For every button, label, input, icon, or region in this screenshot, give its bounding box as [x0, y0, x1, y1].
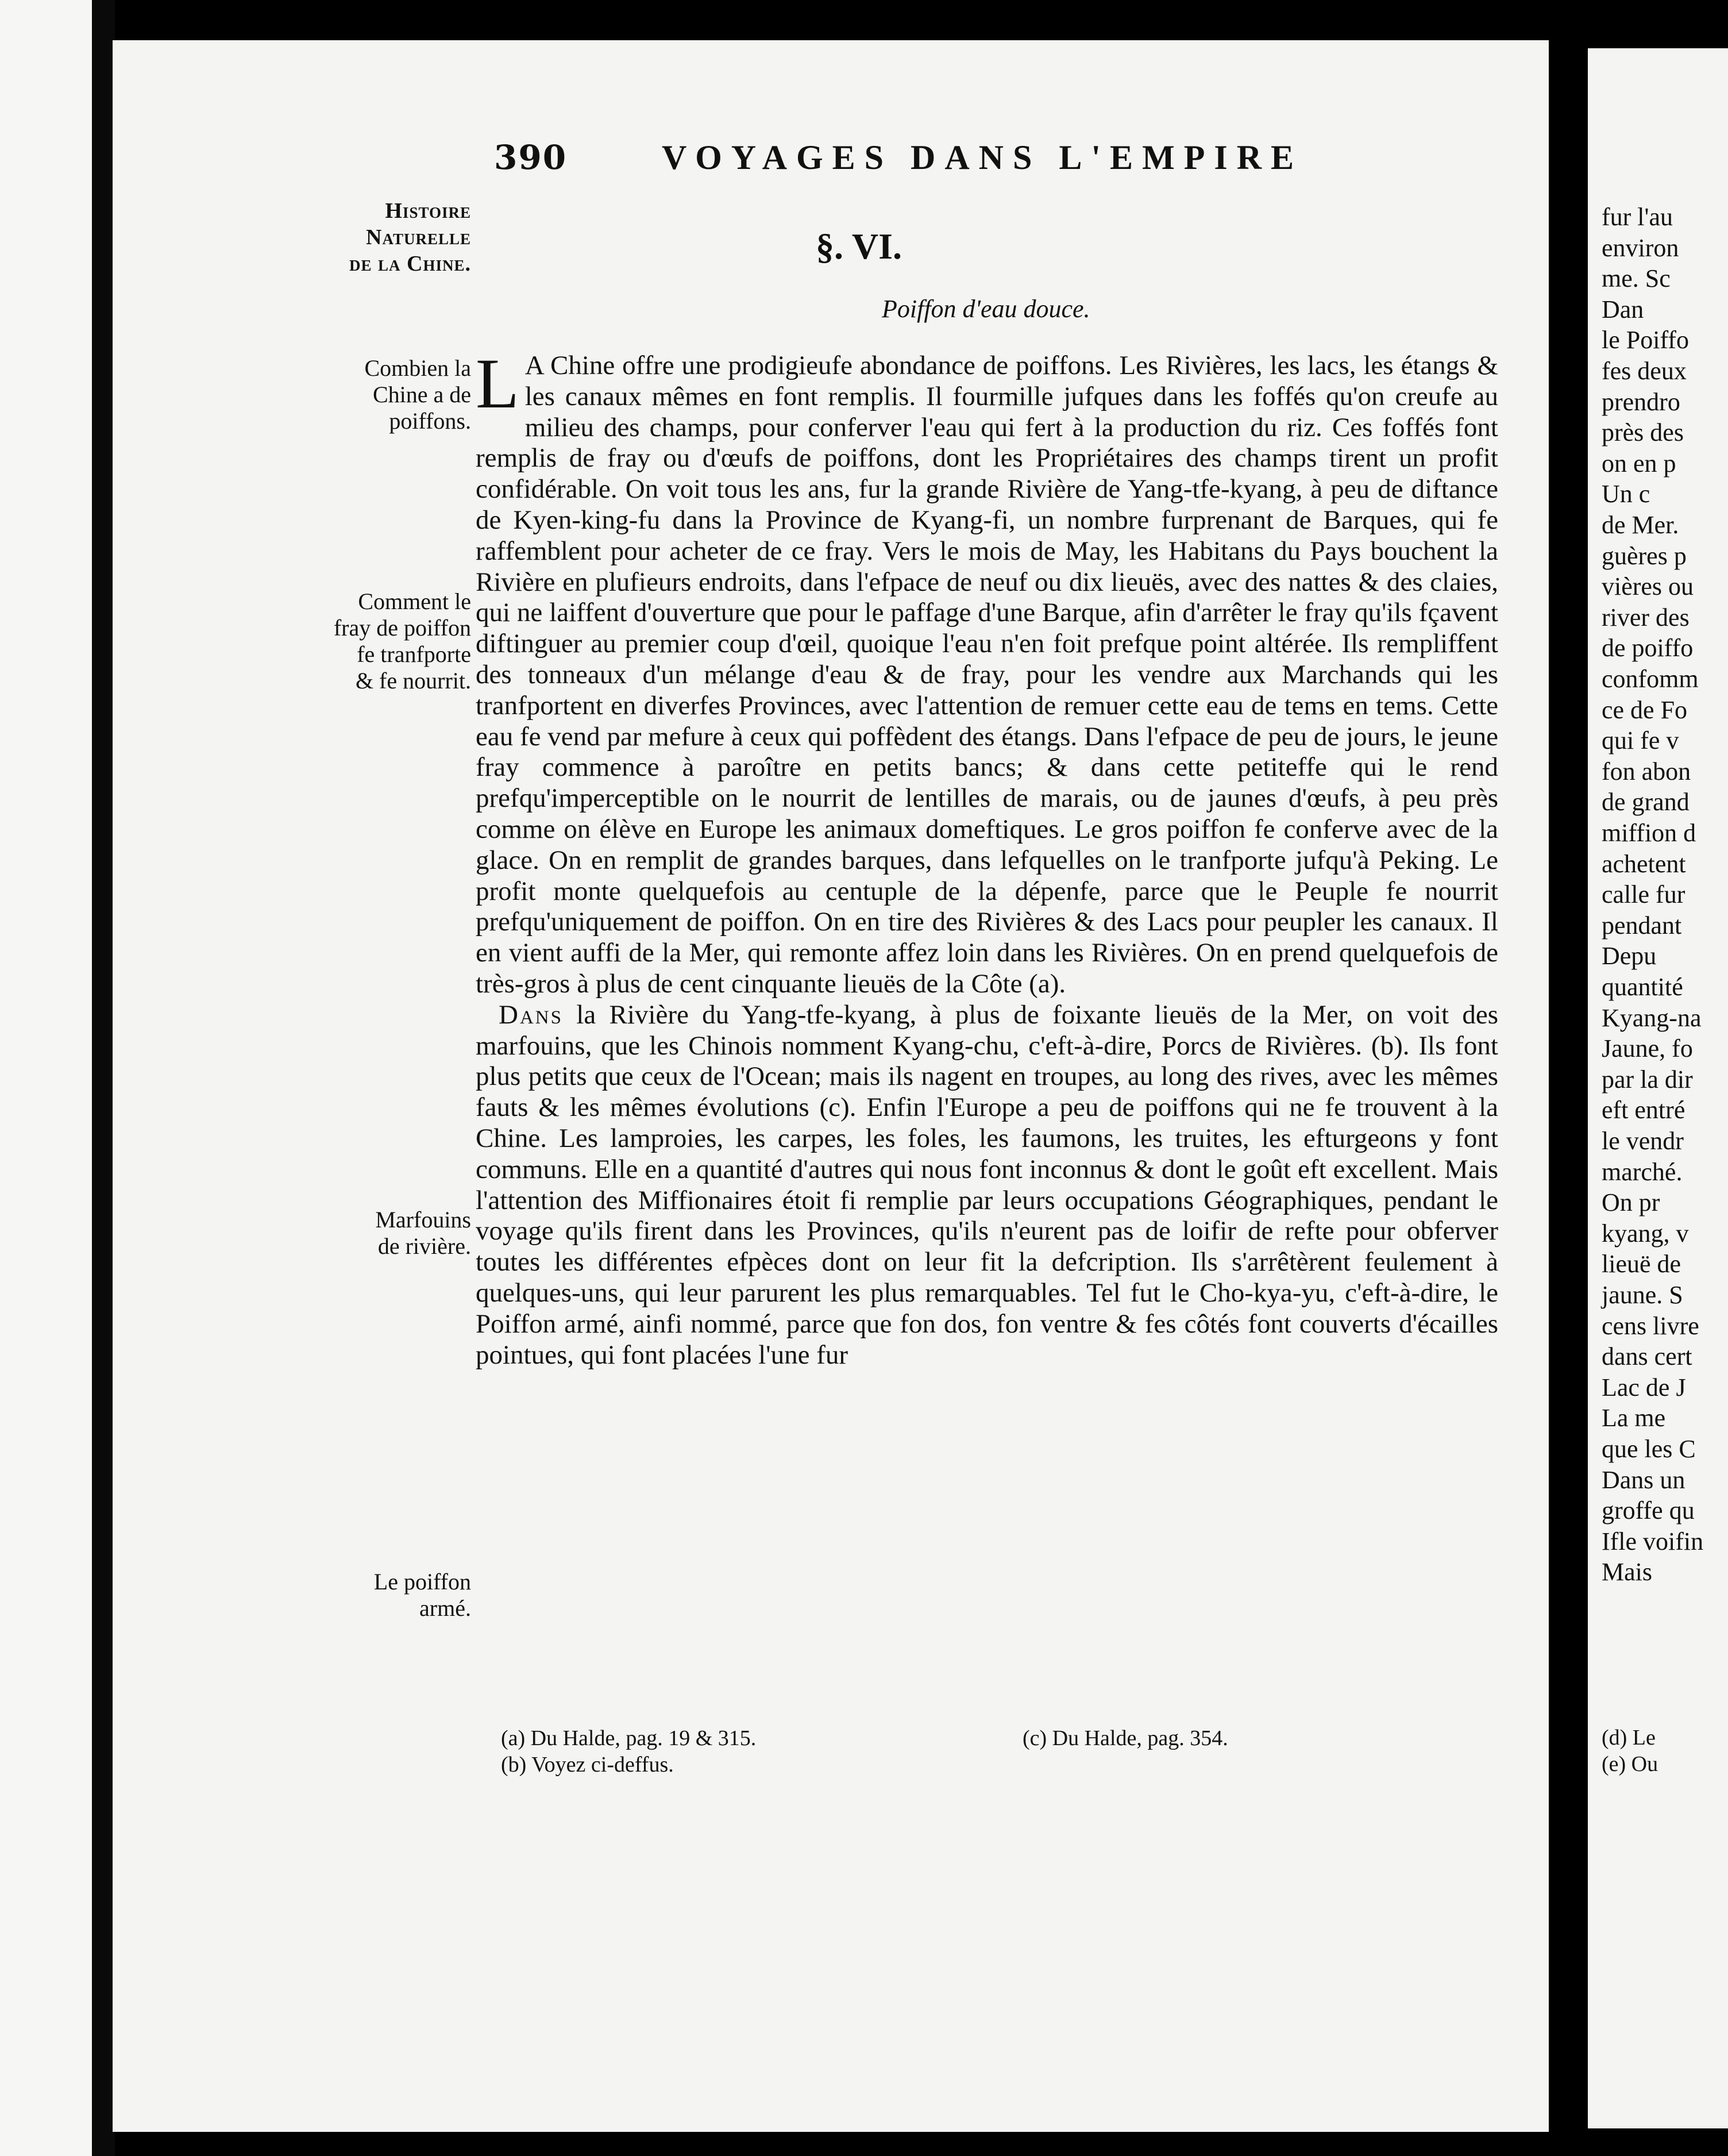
page-number: 390: [494, 138, 568, 177]
facing-page-line: Ifle voifin: [1602, 1527, 1704, 1556]
facing-page-line: fes deux: [1602, 357, 1687, 385]
page-header: [494, 138, 1356, 190]
facing-page-line: près des: [1602, 418, 1684, 447]
side-heading-line: Naturelle: [366, 225, 471, 249]
side-heading-line: Histoire: [385, 199, 471, 223]
facing-page-line: de grand: [1602, 788, 1690, 817]
section-title: §. VI.: [816, 226, 902, 267]
facing-page-line: me. Sc: [1602, 264, 1671, 293]
facing-page-line: jaune. S: [1602, 1281, 1683, 1309]
facing-page-line: achetent: [1602, 849, 1686, 878]
paragraph: [476, 344, 1498, 1000]
facing-page-line: on en p: [1602, 449, 1676, 478]
facing-page-line: calle fur: [1602, 880, 1685, 909]
facing-page-line: le Poiffo: [1602, 326, 1689, 355]
facing-page-footnote: (d) Le: [1602, 1726, 1656, 1750]
section-subtitle: Poiffon d'eau douce.: [882, 295, 1090, 323]
facing-page-line: river des: [1602, 603, 1690, 632]
facing-page-line: miffion d: [1602, 819, 1696, 847]
book-binding-shadow: [92, 0, 115, 2156]
margin-note-fry: Comment le fray de poiffon fe tranfporte & fe nourrit.: [333, 588, 471, 694]
facing-page-footnote: (e) Ou: [1602, 1752, 1658, 1776]
facing-page-line: kyang, v: [1602, 1219, 1689, 1248]
side-heading: [310, 198, 471, 277]
facing-page-line: Mais: [1602, 1558, 1652, 1587]
margin-note-quantity: Combien la Chine a de poiffons.: [364, 355, 471, 434]
footnote-a: (a) Du Halde, pag. 19 & 315.: [501, 1726, 757, 1750]
facing-page-line: eft entré: [1602, 1096, 1685, 1125]
facing-page-line: Jaune, fo: [1602, 1034, 1693, 1063]
facing-page-line: Dans un: [1602, 1465, 1685, 1494]
paragraph-text: A Chine offre une prodigieufe abondance de poiffons. Les Rivières, les lacs, les étangs & les canaux mêmes en font remplis. Il fourmille jufques dans les foffés qu'on creufe au milieu des champs, pour conferver l'eau qui fert à la production du riz. Ces foffés font remplis de fray ou d'œufs de poiffons, dont les Propriétaires des champs tirent un profit confidérable. On voit tous les ans, fur la grande Rivière de Yang-tfe-kyang, à peu de diftance de Kyen-king-fu dans la Province de Kyang-fi, un nombre furprenant de Barques, qui fe raffemblent pour acheter de ce fray. Vers le mois de May, les Habitans du Pays bouchent la Rivière en plufieurs endroits, dans l'efpace de neuf ou dix lieuës, avec des nattes & des claies, qui ne laiffent d'ouverture que pour le paffage d'une Barque, afin d'arrêter le fray qu'ils fçavent diftinguer au premier coup d'œil, quoique l'eau n'en foit prefque point altérée. Ils rempliffent des tonneaux d'un mélange d'eau & de fray, pour les vendre aux Marchands qui les tranfportent en diverfes Provinces, avec l'attention de remuer cette eau de tems en tems. Cette eau fe vend par mefure à ceux qui poffèdent des étangs. Dans l'efpace de peu de jours, le jeune fray commence à paroître en petits bancs; & dans cette petiteffe qui le rend prefqu'imperceptible on le nourrit de lentilles de marais, ou de jaunes d'œufs, à peu près comme on élève en Europe les animaux domeftiques. Le gros poiffon fe conferve avec de la glace. On en remplit de grandes barques, dans lefquelles on le tranfporte jufqu'à Peking. Le profit monte quelquefois au centuple de la dépenfe, parce que le Peuple fe nourrit prefqu'uniquement de poiffon. On en tire des Rivières & des Lacs pour peupler les canaux. Il en vient auffi de la Mer, qui remonte affez loin dans les Rivières. On en prend quelquefois de très-gros à plus de cent cinquante lieuës de la Côte (a).: [476, 351, 1498, 999]
facing-page-line: fon abon: [1602, 757, 1691, 786]
facing-page-line: fur l'au: [1602, 203, 1673, 231]
side-heading-line: de la Chine.: [349, 252, 471, 276]
facing-page-line: Dan: [1602, 295, 1644, 324]
facing-page-line: le vendr: [1602, 1127, 1684, 1155]
facing-page-line: Un c: [1602, 480, 1650, 509]
facing-page-line: cens livre: [1602, 1311, 1699, 1340]
margin-note-porpoises: Marfouins de rivière.: [375, 1207, 471, 1259]
facing-page-line: dans cert: [1602, 1342, 1692, 1371]
paragraph-text: la Rivière du Yang-tfe-kyang, à plus de foixante lieuës de la Mer, on voit des marfouins, que les Chinois nomment Kyang-chu, c'eft-à-dire, Porcs de Rivières. (b). Ils font plus petits que ceux de l'Ocean; mais ils nagent en troupes, au long des rives, avec les mêmes fauts & les mêmes évolutions (c). Enfin l'Europe a peu de poiffons qui ne fe trouvent à la Chine. Les lamproies, les carpes, les foles, les faumons, les truites, les efturgeons y font communs. Elle en a quantité d'autres qui nous font inconnus & dont le goût eft excellent. Mais l'attention des Miffionaires étoit fi remplie par leurs occupations Géographiques, pendant le voyage qu'ils firent dans les Provinces, qu'ils n'eurent pas de loifir de refte pour obferver toutes les différentes efpèces dont on leur fit la defcription. Ils s'arrêtèrent feulement à quelques-uns, qui leur parurent les plus remarquables. Tel fut le Cho-kya-yu, c'eft-à-dire, le Poiffon armé, ainfi nommé, parce que fon dos, fon ventre & fes côtés font couverts d'écailles pointues, qui font placées l'une fur: [476, 999, 1498, 1370]
running-title: VOYAGES DANS L'EMPIRE: [662, 138, 1303, 176]
facing-page-line: prendro: [1602, 387, 1680, 416]
facing-page-line: Depu: [1602, 942, 1657, 971]
facing-page-line: On pr: [1602, 1188, 1660, 1217]
facing-page-line: par la dir: [1602, 1065, 1693, 1094]
facing-page-line: guères p: [1602, 541, 1687, 570]
margin-note-armed-fish: Le poiffon armé.: [373, 1569, 471, 1621]
facing-page-line: que les C: [1602, 1435, 1696, 1463]
facing-page-line: pendant: [1602, 911, 1682, 940]
facing-page-line: groffe qu: [1602, 1496, 1695, 1525]
facing-page-line: ce de Fo: [1602, 695, 1688, 724]
footnote-c: (c) Du Halde, pag. 354.: [1023, 1726, 1228, 1750]
drop-cap: L: [476, 344, 519, 423]
facing-page-line: qui fe v: [1602, 726, 1679, 755]
paragraph: [476, 1000, 1498, 1371]
facing-page-line: La me: [1602, 1404, 1666, 1433]
facing-page-line: de poiffo: [1602, 634, 1694, 663]
facing-page-line: vières ou: [1602, 572, 1694, 601]
footnote-b: (b) Voyez ci-deffus.: [501, 1753, 674, 1777]
facing-page-line: Kyang-na: [1602, 1003, 1702, 1032]
facing-page-line: confomm: [1602, 665, 1699, 693]
facing-page-line: environ: [1602, 233, 1679, 262]
facing-page-line: quantité: [1602, 973, 1683, 1001]
paragraph-lead: Dans: [499, 999, 563, 1030]
facing-page-line: marché.: [1602, 1157, 1683, 1186]
facing-page-line: de Mer.: [1602, 511, 1679, 539]
body-text: [476, 344, 1498, 1370]
facing-page-line: Lac de J: [1602, 1373, 1686, 1402]
facing-page-line: lieuë de: [1602, 1250, 1681, 1279]
